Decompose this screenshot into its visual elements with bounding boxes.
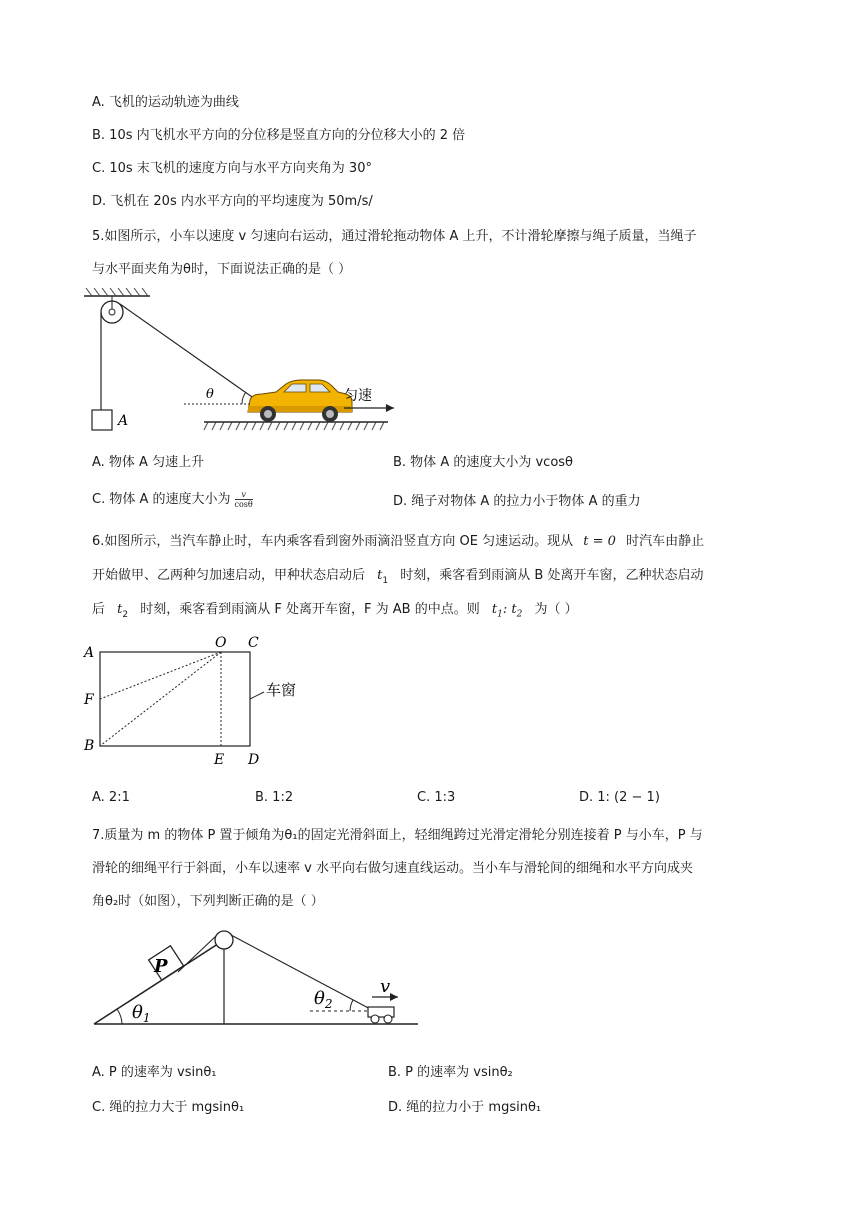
q4-option-c: C. 10s 末飞机的速度方向与水平方向夹角为 30° (92, 161, 372, 176)
q6-option-a: A. 2:1 (92, 790, 130, 805)
q7-option-b: B. P 的速率为 vsinθ₂ (388, 1065, 513, 1080)
q5-option-b: B. 物体 A 的速度大小为 vcosθ (393, 455, 573, 470)
q5-figure (80, 288, 420, 438)
q7-option-d: D. 绳的拉力小于 mgsinθ₁ (388, 1100, 542, 1115)
q6-label-c: C (248, 635, 259, 651)
q6-figure (80, 632, 320, 772)
q6-stem-line1: 6.如图所示，当汽车静止时，车内乘客看到窗外雨滴沿竖直方向 OE 匀速运动。现从 t = 0 时汽车由静止 (92, 534, 705, 549)
q5-option-d: D. 绳子对物体 A 的拉力小于物体 A 的重力 (393, 494, 641, 509)
q4-option-d: D. 飞机在 20s 内水平方向的平均速度为 50m/s/ (92, 194, 373, 209)
q5-option-c (92, 488, 253, 509)
q5-option-a: A. 物体 A 匀速上升 (92, 455, 205, 470)
q7-figure (92, 920, 422, 1030)
q7-label-theta2: $\theta_2$ (314, 988, 333, 1011)
q6-option-d: D. 1: (2 − 1) (579, 790, 660, 805)
q7-stem-line2: 滑轮的细绳平行于斜面，小车以速率 v 水平向右做匀速直线运动。当小车与滑轮间的细绳和水平方向成夹 (92, 861, 693, 876)
q7-label-p: P (154, 956, 168, 977)
q6-label-e: E (214, 752, 225, 768)
q6-option-b: B. 1:2 (255, 790, 294, 805)
q7-stem-line1: 7.质量为 m 的物体 P 置于倾角为θ₁的固定光滑斜面上，轻细绳跨过光滑定滑轮分别连接着 P 与小车，P 与 (92, 828, 703, 843)
q6-label-window: 车窗 (266, 681, 297, 699)
q6-label-d: D (248, 752, 260, 768)
q5-option-c-fraction: $\frac{v}{\cos\theta}$ (234, 490, 253, 509)
q6-label-f: F (84, 692, 94, 708)
q7-option-c: C. 绳的拉力大于 mgsinθ₁ (92, 1100, 245, 1115)
q5-stem-line1: 5.如图所示，小车以速度 v 匀速向右运动，通过滑轮拖动物体 A 上升，不计滑轮摩擦与绳子质量，当绳子 (92, 229, 697, 244)
q4-option-b: B. 10s 内飞机水平方向的分位移是竖直方向的分位移大小的 2 倍 (92, 128, 466, 143)
q7-label-v: v (380, 976, 391, 997)
q7-label-theta1: $\theta_1$ (132, 1002, 151, 1025)
q6-label-a: A (84, 645, 95, 661)
q6-label-o: O (215, 635, 227, 651)
q5-stem-line2: 与水平面夹角为θ时，下面说法正确的是（ ） (92, 262, 352, 277)
q5-option-c-text: C. 物体 A 的速度大小为 (92, 492, 231, 507)
q5-label-speed: 匀速 (344, 388, 372, 404)
q6-stem-line3: 后 $t_2$ 时刻，乘客看到雨滴从 F 处离开车窗，F 为 AB 的中点。则 $t_1$: $t_2$ 为（ ） (92, 602, 578, 620)
q5-label-a: A (118, 413, 129, 429)
q7-option-a: A. P 的速率为 vsinθ₁ (92, 1065, 217, 1080)
q5-label-theta: θ (206, 387, 214, 402)
q6-stem-line2: 开始做甲、乙两种匀加速启动，甲种状态启动后 $t_1$ 时刻，乘客看到雨滴从 B 处离开车窗，乙种状态启动 (92, 568, 704, 586)
q6-label-b: B (84, 738, 95, 754)
car-icon (248, 380, 352, 422)
q6-option-c: C. 1:3 (417, 790, 456, 805)
q7-stem-line3: 角θ₂时（如图），下列判断正确的是（ ） (92, 894, 324, 909)
q4-option-a: A. 飞机的运动轨迹为曲线 (92, 95, 239, 110)
